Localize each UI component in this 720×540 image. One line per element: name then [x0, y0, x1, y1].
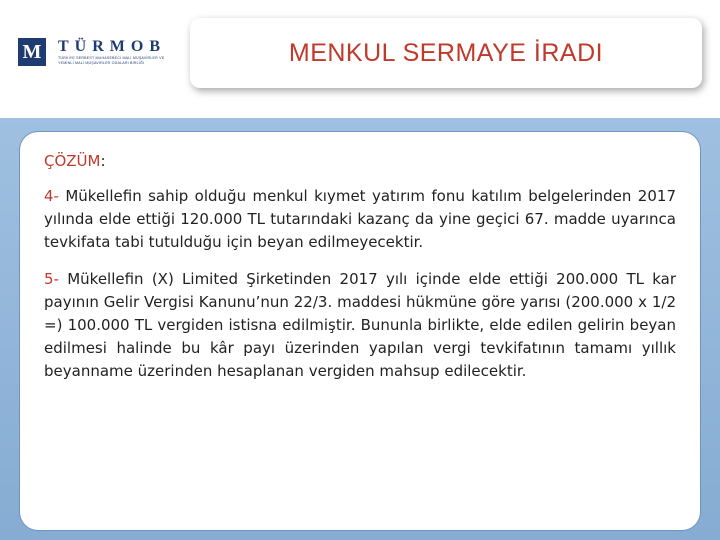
paragraph-text: Mükellefin (X) Limited Şirketinden 2017 yılı içinde elde ettiği 200.000 TL kar payının Gelir Vergisi Kanunu’nun 22/3. maddesi hükmüne göre yarısı (200.000 x 1/2 =) 100.000 TL vergiden istisna edilmiştir. Bununla birlikte, elde edilen gelirin beyan edilmesi halinde bu kâr payı üzerinden yapılan vergi tevkifatının tamamı yıllık beyanname üzerinden hesaplanan vergiden mahsup edilecektir.: [44, 270, 676, 380]
header: [0, 0, 720, 120]
solution-heading: [44, 150, 676, 173]
paragraph-number: 4-: [44, 187, 59, 205]
heading-colon: :: [100, 152, 106, 170]
title-box: [190, 18, 702, 88]
paragraph-number: 5-: [44, 270, 59, 288]
paragraph-5: [44, 268, 676, 383]
logo-mark: M: [18, 38, 46, 66]
turmob-logo: [14, 32, 176, 72]
content-body: [44, 150, 676, 397]
heading-text: ÇÖZÜM: [44, 152, 101, 170]
paragraph-text: Mükellefin sahip olduğu menkul kıymet yatırım fonu katılım belgelerinden 2017 yılında elde ettiği 120.000 TL tutarındaki kazanç da yine geçici 67. madde uyarınca tevkifata tabi tutulduğu için beyan edilmeyecektir.: [44, 187, 676, 251]
page-title: MENKUL SERMAYE İRADI: [288, 38, 604, 67]
paragraph-4: [44, 185, 676, 254]
logo-name: TÜRMOB: [58, 38, 166, 55]
logo-subtitle: TÜRKİYE SERBEST MUHASEBECİ MALİ MÜŞAVİRLER VE YEMİNLİ MALİ MÜŞAVİRLER ODALARI BİRLİĞİ: [58, 56, 165, 65]
